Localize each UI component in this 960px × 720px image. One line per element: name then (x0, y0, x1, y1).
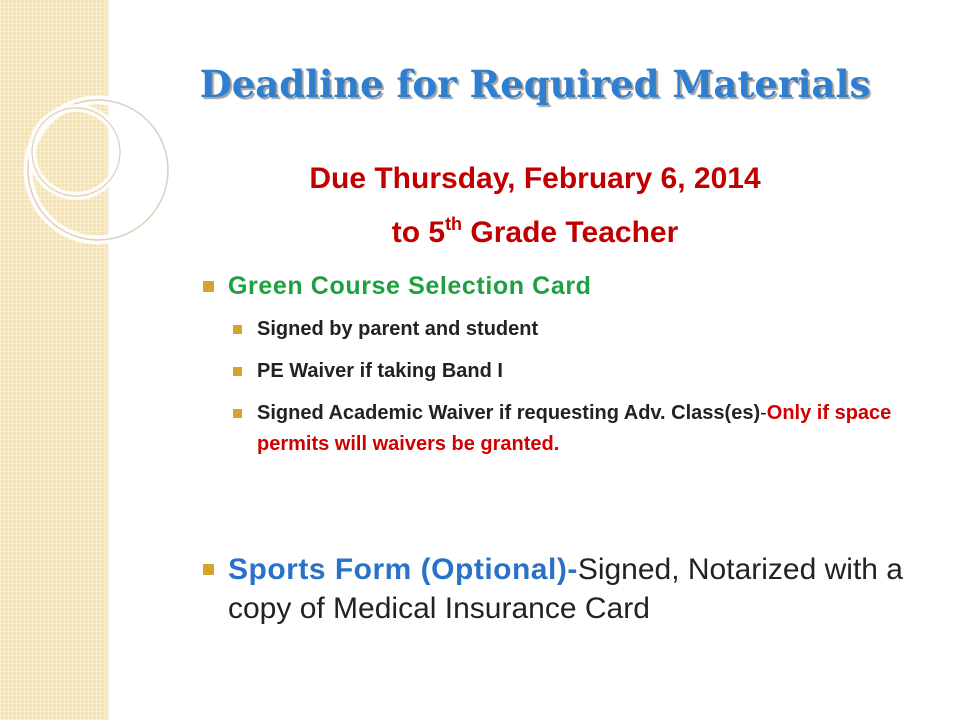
bullet-square-icon (203, 564, 214, 575)
bullet-sports-form (228, 550, 928, 628)
bullet-course-card (228, 268, 938, 308)
bullet-square-icon (233, 367, 242, 376)
bullet-square-icon (203, 281, 214, 292)
decorative-rings (0, 0, 180, 300)
bullet-square-icon (233, 409, 242, 418)
teacher-line: to 5th Grade Teacher (391, 214, 679, 249)
due-date-line: Due Thursday, February 6, 2014 (309, 162, 761, 195)
bullet-square-icon (233, 325, 242, 334)
sub-bullet-pe-waiver: PE Waiver if taking Band I (257, 356, 937, 387)
waiver-note: Only if space permits will waivers be granted. (257, 402, 892, 455)
course-card-label: Green Course Selection Card (228, 272, 592, 300)
slide-title: Deadline for Required Materials (199, 62, 871, 106)
sub-bullet-academic-waiver: Signed Academic Waiver if requesting Adv. Class(es)-Only if space permits will waivers be granted. (257, 398, 907, 460)
sports-form-label: Sports Form (Optional)- (228, 553, 578, 586)
sub-bullet-signed: Signed by parent and student (257, 314, 937, 345)
sports-form-detail: Signed, Notarized with a copy of Medical Insurance Card (228, 553, 903, 625)
